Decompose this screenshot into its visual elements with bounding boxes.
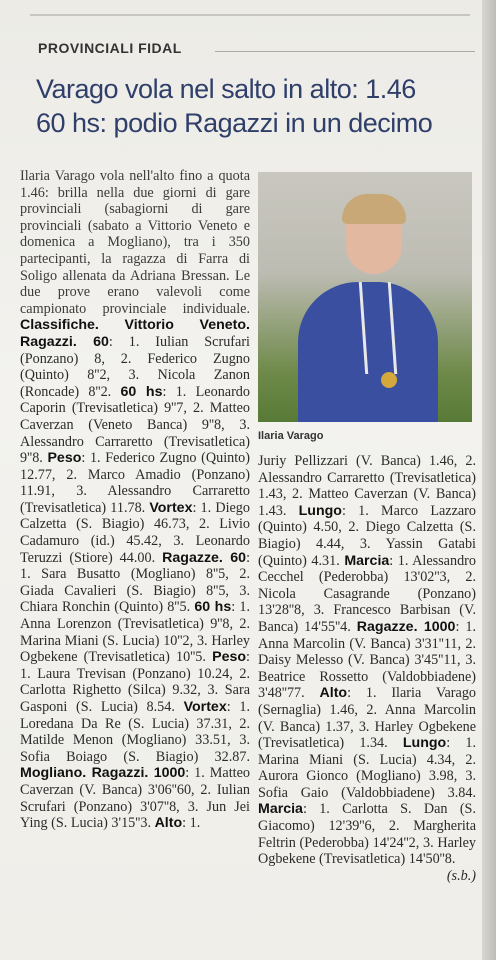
photo-medal-ribbon bbox=[359, 282, 397, 374]
marcia-results: : 1. Alessandro Cecchel (Pederobba) 13'02''3, 2. Nicola Casagrande (Ponzano) 13'28''8, 3. Francesco Barbisan (V. Banca) 14'55''4. bbox=[258, 552, 476, 635]
author-signature: (s.b.) bbox=[446, 867, 476, 884]
f-peso-results: : 1. Laura Trevisan (Ponzano) 10.24, 2. Carlotta Righetto (Silca) 9.32, 3. Sara Gasponi (S. Lucia) 8.54. bbox=[20, 649, 250, 715]
hs60-results: : 1. Leonardo Caporin (Trevisatletica) 9''7, 2. Matteo Caverzan (Veneto Banca) 9''8, 3. Alessandro Carraretto (Trevisatletica) 9''8. bbox=[20, 383, 250, 467]
right-alto-results: Juriy Pellizzari (V. Banca) 1.46, 2. Alessandro Carraretto (Trevisatletica) 1.43, 2. Matteo Caverzan (V. Banca) 1.43. bbox=[258, 453, 476, 519]
vortex-label: Vortex bbox=[149, 499, 193, 516]
f-hs60-label: 60 hs bbox=[194, 599, 232, 616]
f-vortex-results: : 1. Loredana Da Re (S. Lucia) 37.31, 2. Matilde Menon (Mogliano) 33.51, 3. Sofia Boiago (S. Biagio) 32.87. bbox=[20, 699, 250, 765]
hs60-label: 60 hs bbox=[120, 383, 163, 400]
vortex-results: : 1. Diego Calzetta (S. Biagio) 46.73, 2. Livio Cadamuro (id.) 45.42, 3. Leonardo Teruzzi (Stiore) 44.00. bbox=[20, 499, 250, 566]
mogliano-label: Mogliano. Ragazzi. 1000 bbox=[20, 765, 186, 782]
peso-label: Peso bbox=[47, 450, 82, 467]
article-intro: Ilaria Varago vola nell'alto fino a quota 1.46: brilla nella due giorni di gare provinciali (sabagiorni di gare provinciali (sabato a Vittorio Veneto e domenica a Mogliano), tra i 350 partecipanti, la ragazza di Farra di Soligo allenata da Adriana Bressan. Le due prove erano valevoli come campionato provinciale individuale. bbox=[20, 168, 250, 317]
article-column-right bbox=[258, 453, 476, 884]
f-lungo-results: : 1. Marina Miani (S. Lucia) 4.34, 2. Aurora Gionco (Mogliano) 3.98, 3. Sofia Gaio (Valdobbiadene) 3.84. bbox=[258, 735, 476, 801]
f-vortex-label: Vortex bbox=[183, 699, 227, 715]
peso-results: : 1. Federico Zugno (Quinto) 12.77, 2. Marco Amadio (Ponzano) 11.91, 3. Alessandro Carraretto (Trevisatletica) 11.78. bbox=[20, 450, 250, 516]
classifiche-label: Classifiche. Vittorio Veneto. bbox=[20, 317, 250, 334]
article-column-left bbox=[20, 168, 250, 832]
ragazze-60-label: Ragazze. 60 bbox=[162, 549, 247, 566]
f-alto-results: : 1. Ilaria Varago (Sernaglia) 1.46, 2. Anna Marcolin (V. Banca) 1.37, 3. Harley Ogbekene (Trevisatletica) 1.34. bbox=[258, 685, 477, 752]
medal-icon bbox=[381, 372, 397, 388]
mogliano-1000-results: : 1. Matteo Caverzan (V. Banca) 3'06''60, 2. Iulian Scrufari (Ponzano) 3'07''8, 3. Jun Jei Ying (S. Lucia) 3'15''3. bbox=[20, 765, 250, 832]
lungo-label: Lungo bbox=[298, 502, 342, 519]
page-edge-shadow bbox=[482, 0, 496, 960]
f-marcia-results: : 1. Carlotta S. Dan (S. Giacomo) 12'39''6, 2. Margherita Feltrin (Pederobba) 14'24''2, 3. Harley Ogbekene (Trevisatletica) 14'50''8. bbox=[258, 801, 476, 868]
kicker-rule bbox=[215, 51, 475, 52]
section-kicker: PROVINCIALI FIDAL bbox=[38, 40, 182, 56]
photo-caption: Ilaria Varago bbox=[258, 430, 324, 442]
marcia-label: Marcia bbox=[344, 552, 390, 569]
ragazze-60-results: : 1. Sara Busatto (Mogliano) 8''5, 2. Giada Cavalieri (S. Biagio) 8''5, 3. Chiara Ronchin (Quinto) 8''5. bbox=[20, 549, 251, 616]
alto-results-start: : 1. bbox=[182, 815, 201, 832]
f-peso-label: Peso bbox=[212, 649, 247, 666]
athlete-photo bbox=[258, 172, 472, 422]
lungo-results: : 1. Marco Lazzaro (Quinto) 4.50, 2. Diego Calzetta (S. Biagio) 4.44, 3. Yassin Gatabi (Quinto) 4.31. bbox=[258, 502, 476, 569]
photo-hair bbox=[342, 194, 406, 224]
headline-line-1: Varago vola nel salto in alto: 1.46 bbox=[36, 74, 416, 104]
ragazzi-60-label: Ragazzi. 60 bbox=[20, 333, 109, 350]
ragazzi-60-results: : 1. Iulian Scrufari (Ponzano) 8, 2. Federico Zugno (Quinto) 8''2, 3. Nicola Zanon (Roncade) 8''2. bbox=[20, 333, 250, 400]
ragazze-1000-results: : 1. Anna Marcolin (V. Banca) 3'31''11, 2. Daisy Melesso (V. Banca) 3'45''11, 3. Beatrice Rossetto (Valdobbiadene) 3'48''77. bbox=[258, 618, 476, 702]
headline bbox=[36, 72, 476, 140]
f-alto-label: Alto bbox=[319, 685, 348, 702]
headline-line-2: 60 hs: podio Ragazzi in un decimo bbox=[36, 108, 433, 138]
f-hs60-results: : 1. Anna Lorenzon (Trevisatletica) 9''8, 2. Marina Miani (S. Lucia) 10''2, 3. Harley Ogbekene (Trevisatletica) 10''5. bbox=[20, 599, 250, 666]
f-lungo-label: Lungo bbox=[402, 735, 447, 752]
top-rule bbox=[30, 14, 470, 16]
f-marcia-label: Marcia bbox=[258, 801, 303, 818]
alto-label: Alto bbox=[154, 815, 183, 832]
ragazze-1000-label: Ragazze. 1000 bbox=[356, 618, 456, 635]
